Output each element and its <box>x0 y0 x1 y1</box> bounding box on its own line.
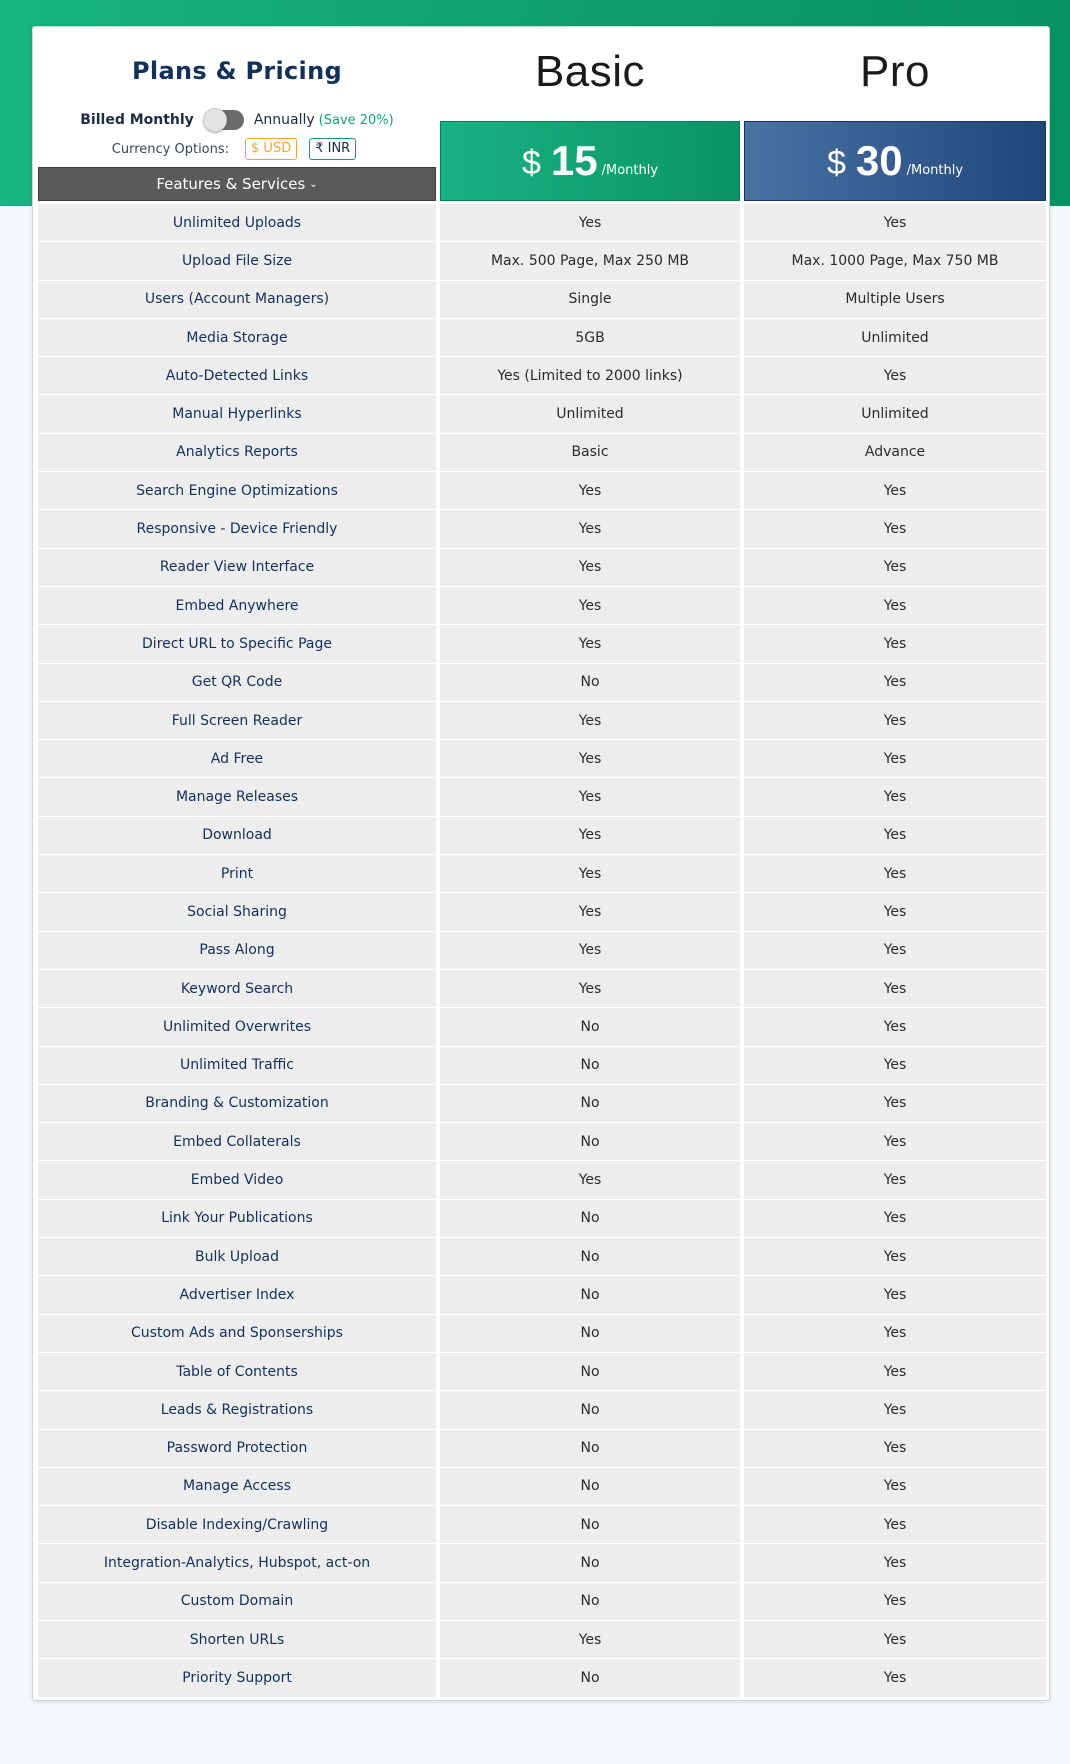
table-row <box>38 817 1046 855</box>
table-row <box>38 395 1046 433</box>
basic-cell: Yes <box>440 740 740 778</box>
pro-cell: Yes <box>744 855 1046 893</box>
pro-cell: Yes <box>744 1315 1046 1353</box>
billed-monthly-label: Billed Monthly <box>80 112 194 128</box>
table-row <box>38 357 1046 395</box>
basic-cell: Yes <box>440 587 740 625</box>
table-row <box>38 1353 1046 1391</box>
pro-cell: Yes <box>744 778 1046 816</box>
pro-cell: Yes <box>744 740 1046 778</box>
feature-cell: Embed Video <box>38 1161 436 1199</box>
price-amount: 15 <box>550 137 598 184</box>
pro-cell: Yes <box>744 817 1046 855</box>
page-title: Plans & Pricing <box>132 57 342 85</box>
basic-cell: Yes <box>440 1161 740 1199</box>
basic-cell: No <box>440 1238 740 1276</box>
feature-cell: Analytics Reports <box>38 434 436 472</box>
pro-cell: Yes <box>744 357 1046 395</box>
table-row <box>38 970 1046 1008</box>
pro-cell: Yes <box>744 970 1046 1008</box>
basic-cell: Yes <box>440 970 740 1008</box>
pro-cell: Yes <box>744 1583 1046 1621</box>
table-row <box>38 204 1046 242</box>
table-row <box>38 778 1046 816</box>
price-amount: 30 <box>855 137 903 184</box>
basic-cell: Yes <box>440 625 740 663</box>
pro-cell: Yes <box>744 1200 1046 1238</box>
currency-options <box>38 137 436 161</box>
basic-cell: Yes <box>440 702 740 740</box>
pro-cell: Yes <box>744 625 1046 663</box>
basic-cell: Yes <box>440 549 740 587</box>
basic-cell: Yes <box>440 472 740 510</box>
pricing-header <box>38 27 436 167</box>
currency-usd-button[interactable]: $ USD <box>245 138 297 160</box>
feature-cell: Custom Ads and Sponserships <box>38 1315 436 1353</box>
chevron-down-icon: ⌄ <box>309 178 318 190</box>
pro-cell: Yes <box>744 1621 1046 1659</box>
table-row <box>38 1315 1046 1353</box>
table-row <box>38 1008 1046 1046</box>
pricing-card <box>32 26 1050 1701</box>
feature-cell: Table of Contents <box>38 1353 436 1391</box>
table-row <box>38 1200 1046 1238</box>
feature-cell: Embed Collaterals <box>38 1123 436 1161</box>
billing-toggle[interactable] <box>204 110 244 130</box>
pro-cell: Yes <box>744 1047 1046 1085</box>
basic-cell: No <box>440 1276 740 1314</box>
feature-cell: Unlimited Uploads <box>38 204 436 242</box>
pro-cell: Yes <box>744 1161 1046 1199</box>
plan-basic-title: Basic <box>534 47 646 96</box>
price-currency-symbol: $ <box>521 143 541 182</box>
table-row <box>38 1276 1046 1314</box>
price-currency-symbol: $ <box>826 143 846 182</box>
feature-cell: Bulk Upload <box>38 1238 436 1276</box>
basic-cell: Single <box>440 281 740 319</box>
currency-label: Currency Options: <box>111 141 230 157</box>
billing-toggle-row <box>38 107 436 133</box>
basic-cell: No <box>440 1085 740 1123</box>
table-row <box>38 1085 1046 1123</box>
pro-cell: Yes <box>744 702 1046 740</box>
feature-cell: Unlimited Traffic <box>38 1047 436 1085</box>
currency-inr-button[interactable]: ₹ INR <box>309 138 356 160</box>
pro-cell: Yes <box>744 1468 1046 1506</box>
table-row <box>38 1430 1046 1468</box>
feature-cell: Download <box>38 817 436 855</box>
save-badge: (Save 20%) <box>318 112 394 128</box>
feature-cell: Print <box>38 855 436 893</box>
pro-cell: Yes <box>744 1276 1046 1314</box>
table-row <box>38 1621 1046 1659</box>
basic-cell: No <box>440 1583 740 1621</box>
basic-cell: Yes <box>440 817 740 855</box>
basic-cell: No <box>440 1123 740 1161</box>
table-row <box>38 1659 1046 1697</box>
basic-cell: No <box>440 1200 740 1238</box>
basic-cell: Max. 500 Page, Max 250 MB <box>440 242 740 280</box>
feature-cell: Upload File Size <box>38 242 436 280</box>
pro-cell: Yes <box>744 932 1046 970</box>
feature-cell: Embed Anywhere <box>38 587 436 625</box>
basic-cell: No <box>440 1315 740 1353</box>
toggle-knob[interactable] <box>203 108 227 132</box>
table-row <box>38 1161 1046 1199</box>
pro-cell: Yes <box>744 587 1046 625</box>
plan-pro-price[interactable] <box>744 121 1046 201</box>
price-period: /Monthly <box>601 162 659 178</box>
basic-cell: Yes <box>440 855 740 893</box>
basic-cell: Yes (Limited to 2000 links) <box>440 357 740 395</box>
table-row <box>38 1238 1046 1276</box>
features-services-dropdown[interactable] <box>38 167 436 201</box>
plan-pro-title: Pro <box>860 47 930 96</box>
pro-cell: Unlimited <box>744 319 1046 357</box>
feature-cell: Priority Support <box>38 1659 436 1697</box>
pro-cell: Yes <box>744 1506 1046 1544</box>
table-row <box>38 702 1046 740</box>
feature-cell: Shorten URLs <box>38 1621 436 1659</box>
feature-cell: Social Sharing <box>38 893 436 931</box>
pro-cell: Multiple Users <box>744 281 1046 319</box>
feature-cell: Link Your Publications <box>38 1200 436 1238</box>
pro-cell: Yes <box>744 1391 1046 1429</box>
table-row <box>38 1583 1046 1621</box>
basic-cell: Yes <box>440 204 740 242</box>
feature-cell: Custom Domain <box>38 1583 436 1621</box>
annually-label: Annually <box>253 112 315 128</box>
pro-cell: Yes <box>744 1659 1046 1697</box>
feature-cell: Reader View Interface <box>38 549 436 587</box>
basic-cell: No <box>440 1468 740 1506</box>
feature-cell: Full Screen Reader <box>38 702 436 740</box>
basic-cell: No <box>440 1047 740 1085</box>
table-row <box>38 587 1046 625</box>
features-services-label: Features & Services <box>156 175 306 193</box>
price-period: /Monthly <box>906 162 964 178</box>
feature-cell: Keyword Search <box>38 970 436 1008</box>
basic-cell: No <box>440 1391 740 1429</box>
table-row <box>38 1468 1046 1506</box>
pro-cell: Yes <box>744 549 1046 587</box>
basic-cell: Unlimited <box>440 395 740 433</box>
features-table <box>38 204 1046 1698</box>
pro-cell: Yes <box>744 1430 1046 1468</box>
feature-cell: Direct URL to Specific Page <box>38 625 436 663</box>
feature-cell: Manual Hyperlinks <box>38 395 436 433</box>
table-row <box>38 472 1046 510</box>
feature-cell: Pass Along <box>38 932 436 970</box>
basic-cell: 5GB <box>440 319 740 357</box>
feature-cell: Advertiser Index <box>38 1276 436 1314</box>
feature-cell: Search Engine Optimizations <box>38 472 436 510</box>
basic-cell: Basic <box>440 434 740 472</box>
basic-cell: No <box>440 664 740 702</box>
feature-cell: Media Storage <box>38 319 436 357</box>
basic-cell: Yes <box>440 932 740 970</box>
feature-cell: Auto-Detected Links <box>38 357 436 395</box>
feature-cell: Users (Account Managers) <box>38 281 436 319</box>
plan-basic-price[interactable] <box>440 121 740 201</box>
feature-cell: Leads & Registrations <box>38 1391 436 1429</box>
feature-cell: Unlimited Overwrites <box>38 1008 436 1046</box>
feature-cell: Manage Releases <box>38 778 436 816</box>
pro-cell: Yes <box>744 664 1046 702</box>
basic-cell: Yes <box>440 778 740 816</box>
table-row <box>38 855 1046 893</box>
pro-cell: Advance <box>744 434 1046 472</box>
pro-cell: Unlimited <box>744 395 1046 433</box>
table-row <box>38 932 1046 970</box>
table-row <box>38 1047 1046 1085</box>
table-row <box>38 510 1046 548</box>
table-row <box>38 1123 1046 1161</box>
basic-cell: Yes <box>440 893 740 931</box>
pro-cell: Yes <box>744 472 1046 510</box>
table-row <box>38 1506 1046 1544</box>
table-row <box>38 1391 1046 1429</box>
table-row <box>38 893 1046 931</box>
feature-cell: Responsive - Device Friendly <box>38 510 436 548</box>
pro-cell: Yes <box>744 510 1046 548</box>
basic-cell: No <box>440 1008 740 1046</box>
pro-cell: Yes <box>744 893 1046 931</box>
basic-cell: No <box>440 1506 740 1544</box>
pro-cell: Yes <box>744 1123 1046 1161</box>
pro-cell: Yes <box>744 1544 1046 1582</box>
basic-cell: No <box>440 1430 740 1468</box>
pro-cell: Yes <box>744 1353 1046 1391</box>
feature-cell: Password Protection <box>38 1430 436 1468</box>
pro-cell: Yes <box>744 1085 1046 1123</box>
pro-cell: Yes <box>744 204 1046 242</box>
pro-cell: Max. 1000 Page, Max 750 MB <box>744 242 1046 280</box>
table-row <box>38 625 1046 663</box>
table-row <box>38 1544 1046 1582</box>
table-row <box>38 549 1046 587</box>
basic-cell: Yes <box>440 510 740 548</box>
basic-cell: No <box>440 1659 740 1697</box>
pro-cell: Yes <box>744 1238 1046 1276</box>
pro-cell: Yes <box>744 1008 1046 1046</box>
basic-cell: Yes <box>440 1621 740 1659</box>
table-row <box>38 434 1046 472</box>
feature-cell: Ad Free <box>38 740 436 778</box>
basic-cell: No <box>440 1544 740 1582</box>
feature-cell: Branding & Customization <box>38 1085 436 1123</box>
feature-cell: Disable Indexing/Crawling <box>38 1506 436 1544</box>
feature-cell: Manage Access <box>38 1468 436 1506</box>
table-row <box>38 740 1046 778</box>
feature-cell: Get QR Code <box>38 664 436 702</box>
table-row <box>38 281 1046 319</box>
table-row <box>38 319 1046 357</box>
feature-cell: Integration-Analytics, Hubspot, act-on <box>38 1544 436 1582</box>
table-row <box>38 242 1046 280</box>
basic-cell: No <box>440 1353 740 1391</box>
table-row <box>38 664 1046 702</box>
